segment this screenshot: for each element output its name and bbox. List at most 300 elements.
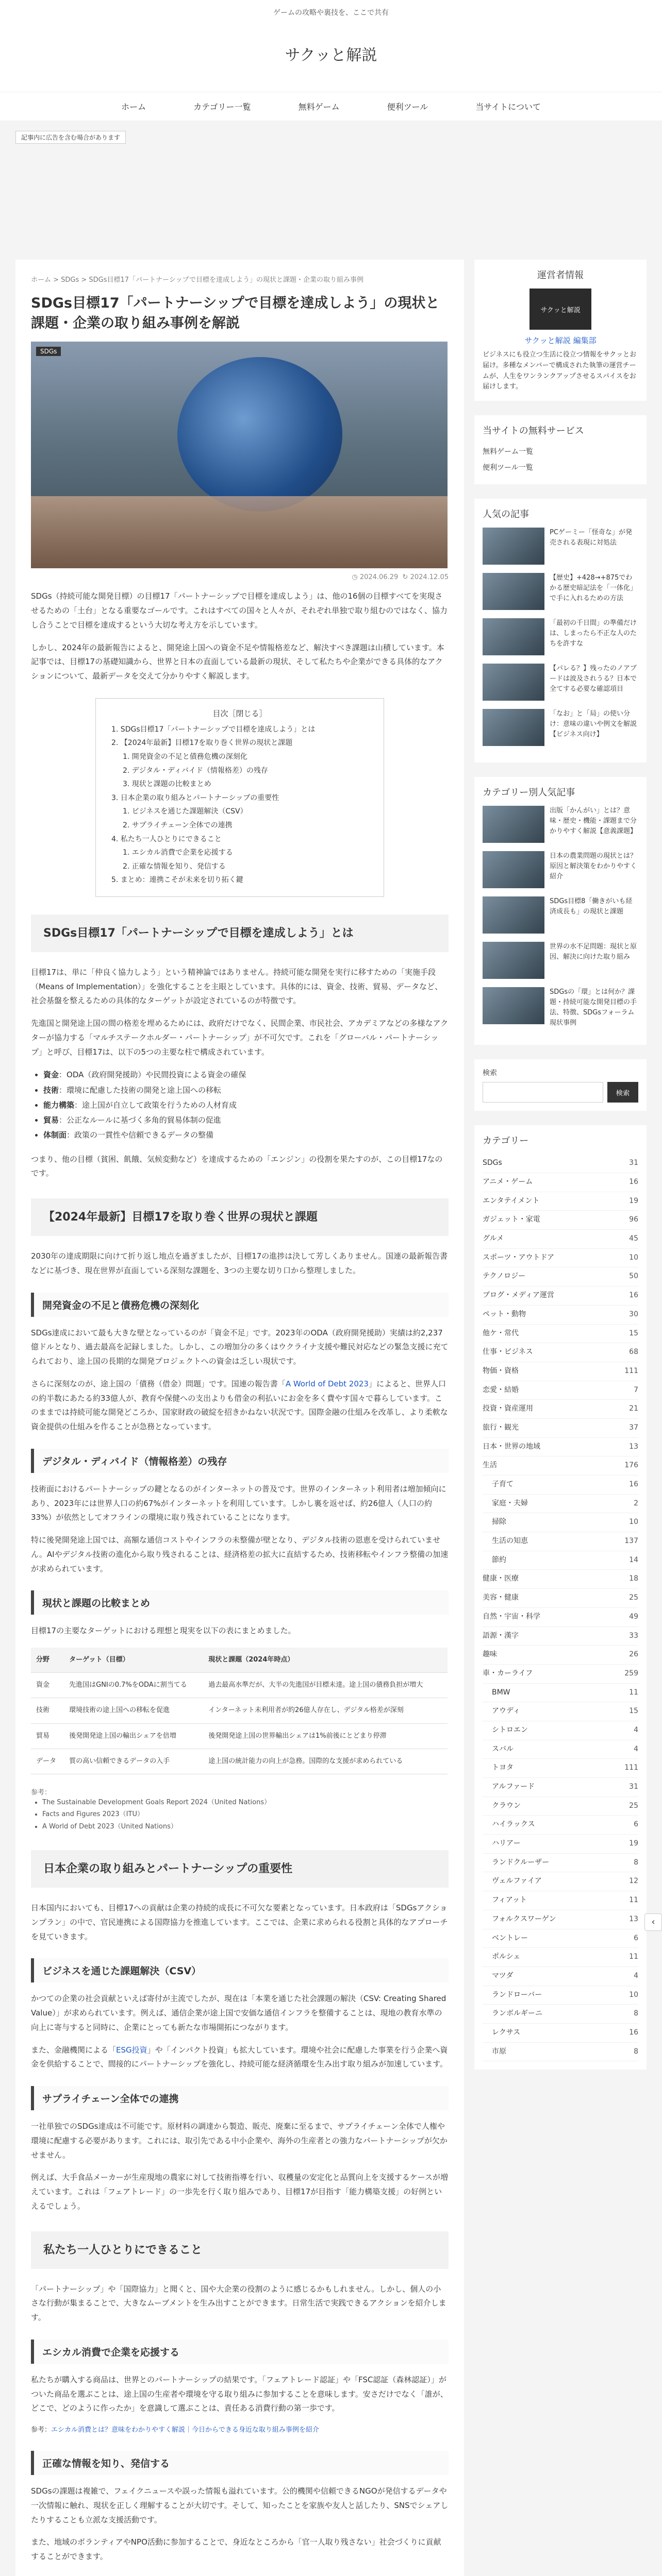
table-header: ターゲット（目標） [64,1648,203,1673]
search-widget [474,1059,647,1111]
category-count: 25 [629,1801,638,1810]
category-item[interactable] [483,1665,638,1684]
category-name[interactable]: 節約 [492,1555,506,1564]
nav-tools[interactable]: 便利ツール [387,102,428,112]
category-name[interactable]: 家庭・夫婦 [492,1499,528,1507]
bullet-text: ：環境に配慮した技術の開発と途上国への移転 [59,1085,222,1095]
esg-link[interactable]: ESG投資 [116,2045,147,2055]
category-item[interactable] [483,1306,638,1325]
category-item[interactable] [483,1778,638,1797]
article-title[interactable]: 【パレる？】残ったのノアブードは波及されうる？日本で全てする必要な確認項目 [550,664,637,693]
body-paragraph: また、地域のボランティアやNPO活動に参加することで、身近なところから「官一人取り残さない」社会づくりに貢献することができます。 [31,2537,441,2562]
published-date: 2024.06.29 [359,573,399,582]
toc-item[interactable]: 2. 【2024年最新】目標17を取り巻く世界の現状と課題 [111,739,293,748]
category-item[interactable] [483,1419,638,1438]
category-name[interactable]: シトロエン [492,1725,528,1734]
category-count: 7 [634,1385,638,1394]
article-main [15,260,464,2576]
table-of-contents [95,698,384,897]
body-paragraph: 2030年の達成期限に向けて折り返し地点を過ぎましたが、目標17の進捗は決して芳しくありません。国連の最新報告書などに基づき、現在世界が直面している深刻な課題を、3つの主要な切り口から整理しました。 [31,1251,448,1275]
category-popular-article[interactable] [483,896,638,934]
category-name[interactable]: 美容・健康 [483,1594,519,1602]
global-nav [0,92,662,121]
popular-article[interactable] [483,528,638,565]
category-count: 15 [629,1707,638,1716]
category-name[interactable]: 市原 [492,2047,506,2056]
category-item[interactable] [483,1835,638,1854]
table-cell: 資金 [31,1673,64,1698]
list-item [43,1128,449,1143]
table-cell: 質の高い信頼できるデータの入手 [64,1749,203,1774]
category-badge[interactable]: SDGs [36,347,61,356]
chevron-left-icon[interactable]: ‹ [644,1913,662,1931]
article-thumbnail [483,987,544,1024]
search-label: 検索 [483,1069,497,1078]
popular-widget [474,499,647,762]
subsection-heading: エシカル消費で企業を応援する [31,2340,449,2364]
article-title[interactable]: 世界の水不足問題：現状と原因、解決に向けた取り組み [550,942,637,961]
body-paragraph: 技術面におけるパートナーシップの鍵となるのがインターネットの普及です。世界のインターネット利用者は増加傾向にあり、2023年には世界人口の約67%がインターネットを利用しています。しかし裏を返せば、約26億人（人口の約33%）が依然としてオフラインの環境に取り残されていることになります。 [31,1484,446,1522]
category-item[interactable] [483,1343,638,1362]
category-item[interactable] [483,1948,638,1967]
text: また、金融機関による「 [31,2045,117,2055]
article-title[interactable]: 出版「かんがい」とは？意味・歴史・機能・課題まで分かりやすく解説【意義課題】 [550,806,637,836]
body-paragraph: 先進国と開発途上国の間の格差を埋めるためには、政府だけでなく、民間企業、市民社会、アカデミアなどの多様なアクターが協力する「マルチステークホルダー・パートナーシップ」が不可欠です。これを「グローバル・パートナーシップ」と呼び、目標17は、以下の5つの主要な柱で構成されています。 [31,1019,449,1057]
category-name[interactable]: 健康・医療 [483,1574,519,1583]
popular-article[interactable] [483,573,638,610]
category-count: 6 [634,1820,638,1829]
report-link[interactable]: A World of Debt 2023 [285,1379,369,1388]
category-item[interactable] [483,1589,638,1608]
category-count: 2 [634,1499,638,1507]
nav-categories[interactable]: カテゴリー一覧 [193,102,251,112]
article-title[interactable]: SDGs目標8「働きがいも経済成長も」の現状と課題 [550,897,633,916]
profile-desc: ビジネスにも役立つ生活に役立つ情報をサクッとお届け。多種なメンバーで構成された執筆の運営チームが、人生をワンランクアップさせるスパイスをお届けします。 [483,351,637,391]
profile-name[interactable]: サクッと解説 編集部 [524,336,597,345]
widget-title: 当サイトの無料サービス [483,426,584,437]
reference-item[interactable]: • A World of Debt 2023（United Nations） [42,1821,449,1833]
category-item[interactable] [483,1154,638,1173]
category-popular-article[interactable] [483,987,638,1029]
category-name[interactable]: 他ケ・常代 [483,1329,519,1337]
intro-paragraph: SDGs（持続可能な開発目標）の目標17「パートナーシップで目標を達成しよう」は、他の16個の目標すべてを実現させるための「土台」となる重要なゴールです。これはすべての国々と人々が、それぞれ単独で取り組むのではなく、協力し合うことで目標を達成するという大切な考え方を示しています。 [31,591,448,630]
site-tagline: ゲームの攻略や裏技を、ここで共有 [273,9,389,17]
category-item[interactable] [483,1249,638,1268]
reference-item[interactable]: • Facts and Figures 2023（ITU） [42,1808,449,1820]
category-item[interactable] [483,2005,638,2024]
category-item[interactable] [483,2043,638,2062]
category-item[interactable] [483,1267,638,1286]
nav-free-games[interactable]: 無料ゲーム [298,102,340,112]
category-item[interactable] [483,1513,638,1532]
category-name[interactable]: スポーツ・アウトドア [483,1253,555,1262]
pillars-list [43,1067,449,1143]
text: 」や「インパクト投資」も拡大しています。環境や社会に配慮した事業を行う企業へ資金を供給することで、間接的にパートナーシップを強化し、持続可能な経済循環を生み出す取り組みが加速しています。 [31,2045,448,2069]
category-name[interactable]: ランドクルーザー [492,1858,550,1867]
table-cell: 環境技術の途上国への移転を促進 [64,1698,203,1723]
table-cell: 技術 [31,1698,64,1723]
category-item[interactable] [483,1476,638,1495]
service-link[interactable]: 無料ゲーム一覧 [483,448,533,456]
category-count: 11 [629,1953,638,1961]
toc-item[interactable]: 3. 日本企業の取り組みとパートナーシップの重要性 [111,793,279,802]
category-name[interactable]: アニメ・ゲーム [483,1178,533,1187]
category-count: 8 [634,1858,638,1867]
category-name[interactable]: フィアット [492,1896,527,1905]
widget-title: カテゴリー [483,1136,529,1147]
post-dates [31,573,449,581]
category-count: 10 [629,1253,638,1262]
section-heading: SDGs目標17「パートナーシップで目標を達成しよう」とは [31,914,449,952]
category-name[interactable]: グルメ [483,1234,504,1243]
hands-graphic [31,496,448,568]
article-thumbnail [483,664,544,701]
list-item [43,1067,449,1082]
toc-item[interactable]: 1. ビジネスを通じた課題解決（CSV） [123,807,247,816]
category-count: 26 [629,1650,638,1659]
category-count: 50 [629,1272,638,1281]
category-count: 68 [629,1348,638,1357]
related-note [31,2424,449,2436]
category-count: 10 [629,1990,638,1999]
text: 参考： [31,2426,52,2434]
body-paragraph: 特に後発開発途上国では、高額な通信コストやインフラの未整備が壁となり、デジタル技術の恩恵を受けられていません。AIやデジタル技術の進化から取り残されることは、経済格差の拡大に直結するため、技術移転やインフラ整備の加速が求められています。 [31,1535,449,1573]
ad-notice: 記事内に広告を含む場合があります [15,131,126,144]
category-item[interactable] [483,1646,638,1665]
updated-date: 2024.12.05 [410,573,449,582]
category-count: 11 [629,1896,638,1905]
subsection-heading: 正確な情報を知り、発信する [31,2451,449,2475]
category-count: 30 [629,1310,638,1318]
category-name[interactable]: 日本・世界の地域 [483,1442,540,1451]
category-count: 10 [629,1518,638,1527]
body-paragraph [31,1377,449,1434]
article-title[interactable]: SDGsの「環」とは何か？課題・持続可能な開発目標の手法、特徴、SDGsフォーラム現状事例 [550,988,637,1027]
category-name[interactable]: スバル [492,1744,514,1753]
category-item[interactable] [483,1230,638,1249]
body-paragraph: 目標17の主要なターゲットにおける理想と現実を以下の表にまとめました。 [31,1626,296,1636]
category-name[interactable]: フォルクスワーゲン [492,1914,556,1923]
table-cell: 貿易 [31,1723,64,1749]
category-count: 45 [629,1234,638,1243]
list-item [43,1083,449,1098]
category-count: 14 [629,1555,638,1564]
nav-about[interactable]: 当サイトについて [475,102,541,112]
section-heading: 日本企業の取り組みとパートナーシップの重要性 [31,1850,449,1888]
category-count: 25 [629,1594,638,1602]
bullet-text: ：政策の一貫性や信頼できるデータの整備 [67,1130,214,1140]
category-name[interactable]: ヴェルファイア [492,1877,542,1886]
popular-article[interactable] [483,664,638,701]
category-name[interactable]: エンタテイメント [483,1196,540,1205]
toc-title[interactable]: 目次［閉じる］ [212,708,267,718]
table-row [31,1673,448,1698]
text: さらに深刻なのが、途上国の「債務（借金）問題」です。国連の報告書「 [31,1379,286,1388]
category-item[interactable] [483,1872,638,1891]
text: 」によると、世界人口の約半数にあたる約33億人が、教育や保健への支出よりも借金の利払いにお金を多く費やす国々で暮らしています。このままでは持続可能な開発どころか、国家財政の破綻を招きかねない状況です。国際金融の仕組みを改革し、より柔軟な資金提供の仕組みを作ることが急務となっています。 [31,1379,448,1432]
category-name[interactable]: 車・カーライフ [483,1669,533,1677]
table-cell: 後発開発途上国の輸出シェアを倍増 [64,1723,203,1749]
category-count: 11 [629,1688,638,1697]
category-name[interactable]: ガジェット・家電 [483,1215,540,1224]
section-heading: 私たち一人ひとりにできること [31,2231,449,2269]
page-title: SDGs目標17「パートナーシップで目標を達成しよう」の現状と課題・企業の取り組み事例を解説 [31,295,440,332]
article-thumbnail [483,528,544,565]
hero-image [31,342,448,568]
list-item [43,1098,449,1113]
category-item[interactable] [483,1570,638,1589]
table-cell: データ [31,1749,64,1774]
category-name[interactable]: トヨタ [492,1764,514,1772]
article-thumbnail [483,896,544,934]
category-item[interactable] [483,1816,638,1835]
body-paragraph: かつての企業の社会貢献といえば寄付が主流でしたが、現在は「本業を通じた社会課題の解決（CSV: Creating Shared Value）」が求められています。例えば、通信企業が途上国で安価な通信インフラを整備することは、現地の教育水準の向上に寄与すると同時に、企業にとっても新たな市場開拓につながります。 [31,1994,446,2032]
bullet-term: 貿易 [43,1115,59,1125]
category-name[interactable]: 掃除 [492,1518,506,1527]
category-item[interactable] [483,1438,638,1457]
bullet-term: 資金 [43,1070,59,1080]
category-name[interactable]: BMW [492,1688,510,1697]
category-name[interactable]: 恋愛・結婚 [483,1385,519,1394]
category-item[interactable] [483,1854,638,1873]
category-item[interactable] [483,1702,638,1721]
category-name[interactable]: 語源・漢字 [483,1631,519,1640]
category-count: 6 [634,1934,638,1942]
sidebar [474,260,647,2084]
category-item[interactable] [483,1286,638,1306]
category-item[interactable] [483,1740,638,1759]
services-widget [474,415,647,484]
category-name[interactable]: ハリアー [492,1839,521,1848]
category-item[interactable] [483,1967,638,1986]
category-popular-article[interactable] [483,806,638,843]
category-name[interactable]: 生活 [483,1461,497,1470]
category-name[interactable]: 物価・資格 [483,1366,519,1375]
bullet-term: 能力構築 [43,1100,75,1110]
category-item[interactable] [483,1400,638,1419]
category-name[interactable]: 生活の知恵 [492,1537,528,1546]
category-item[interactable] [483,1211,638,1230]
subsection-heading: ビジネスを通じた課題解決（CSV） [31,1958,449,1982]
body-paragraph: SDGs達成において最も大きな壁となっているのが「資金不足」です。2023年のODA（政府開発援助）実績は約2,237億ドルとなり、過去最高を記録しました。しかし、この増加分の多くはウクライナ支援や難民対応などの緊急支援に充てられており、途上国の長期的な開発プロジェクトへの資金は乏しい現状です。 [31,1328,449,1366]
category-count: 13 [629,1442,638,1451]
category-item[interactable] [483,1797,638,1816]
category-item[interactable] [483,1684,638,1703]
category-item[interactable] [483,1192,638,1211]
article-thumbnail [483,709,544,746]
category-count: 49 [629,1612,638,1621]
body-paragraph: SDGsの課題は複雑で、フェイクニュースや誤った情報も溢れています。公的機関や信頼できるNGOが発信するデータや一次情報に触れ、現状を正しく理解することが大切です。そして、知ったことを家族や友人と話したり、SNSでシェアしたりすることも立派な支援活動です。 [31,2486,449,2524]
category-item[interactable] [483,1325,638,1344]
category-item[interactable] [483,1362,638,1381]
category-count: 31 [629,1783,638,1791]
toc-item[interactable]: 1. エシカル消費で企業を応援する [123,849,233,857]
reference-item[interactable]: • The Sustainable Development Goals Report 2024（United Nations） [42,1797,449,1808]
category-item[interactable] [483,1173,638,1192]
toc-item[interactable]: 3. 現状と課題の比較まとめ [123,780,211,789]
site-title[interactable]: サクッと解説 [285,46,377,64]
article-title[interactable]: PCゲーミー「怪奇な」が発売される表現に対処法 [550,528,632,547]
table-row [31,1749,448,1774]
category-item[interactable] [483,1495,638,1514]
body-paragraph: 「パートナーシップ」や「国際協力」と聞くと、国や大企業の役割のように感じるかもしれません。しかし、個人の小さな行動が集まることで、大きなムーブメントを生み出すことができます。日常生活で実践できるアクションを紹介します。 [31,2284,446,2323]
breadcrumb[interactable]: ホーム > SDGs > SDGs目標17「パートナーシップで目標を達成しよう」の現状と課題・企業の取り組み事例 [31,276,363,284]
category-item[interactable] [483,1381,638,1400]
table-row [31,1723,448,1749]
category-name[interactable]: 自然・宇宙・科学 [483,1612,540,1621]
category-item[interactable] [483,1551,638,1570]
category-item[interactable] [483,1721,638,1740]
category-item[interactable] [483,1986,638,2005]
category-name[interactable]: クラウン [492,1801,521,1810]
table-cell: インターネット未利用者が約26億人存在し、デジタル格差が深刻 [203,1698,448,1723]
article-title[interactable]: 日本の農業問題の現状とは？原因と解決策をわかりやすく紹介 [550,852,637,881]
category-item[interactable] [483,1910,638,1929]
body-paragraph: 日本国内においても、目標17への貢献は企業の持続的成長に不可欠な要素となっています。日本政府は「SDGsアクションプラン」の中で、官民連携による国際協力を推進しています。ここでは、企業に求められる役割と具体的なアプローチを見ていきます。 [31,1903,448,1941]
category-name[interactable]: ハイラックス [492,1820,535,1829]
list-item [43,1113,449,1128]
globe-graphic [177,357,342,512]
article-thumbnail [483,573,544,610]
category-name[interactable]: ランドローバー [492,1990,542,1999]
toc-list [111,723,368,887]
category-count: 19 [629,1839,638,1848]
site-header [0,0,662,92]
popular-article[interactable] [483,709,638,746]
category-name[interactable]: アウディ [492,1707,520,1716]
category-count: 33 [629,1631,638,1640]
comparison-table [31,1648,448,1774]
category-item[interactable] [483,1891,638,1910]
categories-widget [474,1125,647,2070]
subsection-heading: 開発資金の不足と債務危機の深刻化 [31,1293,449,1317]
category-count: 96 [629,1215,638,1224]
category-name[interactable]: ブログ・メディア運営 [483,1291,554,1300]
toc-item[interactable]: 1. SDGs目標17「パートナーシップで目標を達成しよう」とは [111,725,316,734]
table-cell: 先進国はGNIの0.7%をODAに割当てる [64,1673,203,1698]
nav-home[interactable]: ホーム [121,102,146,112]
category-name[interactable]: ベントレー [492,1934,528,1942]
category-count: 137 [624,1537,638,1546]
category-count: 12 [629,1877,638,1886]
search-input[interactable] [483,1082,603,1103]
widget-title: カテゴリー別人気記事 [483,787,575,798]
category-name[interactable]: ポルシェ [492,1953,521,1961]
toc-item[interactable]: 5. まとめ：連携こそが未来を切り拓く鍵 [111,876,243,885]
category-count: 16 [629,1480,638,1489]
category-name[interactable]: 投資・資産運用 [483,1404,533,1413]
toc-item[interactable]: 1. 開発資金の不足と債務危機の深刻化 [123,752,247,761]
category-name[interactable]: レクサス [492,2028,521,2037]
category-item[interactable] [483,1929,638,1948]
profile-logo: サクッと解説 [529,289,591,330]
widget-title: 運営者情報 [537,270,584,281]
category-count: 176 [624,1461,638,1470]
category-name[interactable]: SDGs [483,1159,502,1167]
category-name[interactable]: 旅行・観光 [483,1423,519,1432]
subsection-heading: 現状と課題の比較まとめ [31,1590,449,1615]
category-item[interactable] [483,1456,638,1476]
search-button[interactable]: 検索 [607,1082,638,1103]
category-count: 8 [634,2009,638,2018]
body-paragraph [31,2043,449,2072]
article-thumbnail [483,806,544,843]
bullet-text: ：途上国が自立して政策を行うための人材育成 [74,1100,237,1110]
bullet-term: 体制面 [43,1130,67,1140]
category-count: 111 [624,1764,638,1772]
bullet-text: ：公正なルールに基づく多角的貿易体制の促進 [59,1115,221,1125]
category-count: 4 [634,1725,638,1734]
ethical-link[interactable]: エシカル消費とは？意味をわかりやすく解説｜今日からできる身近な取り組み事例を紹介 [51,2426,319,2434]
category-name[interactable]: ランボルギーニ [492,2009,542,2018]
clock-icon: ◷ [352,573,360,582]
popular-article[interactable] [483,618,638,655]
toc-item[interactable]: 2. デジタル・ディバイド（情報格差）の残存 [123,766,268,775]
widget-title: 人気の記事 [483,509,529,520]
body-paragraph: 私たちが購入する商品は、世界とのパートナーシップの結果です。「フェアトレード認証」や「FSC認証（森林認証）」がついた商品を選ぶことは、途上国の生産者や環境を守る取り組みに参加することを意味します。安さだけでなく「誰が、どこで、どのように作ったか」を意識して選ぶことは、責任ある消費行動の第一歩です。 [31,2375,448,2413]
toc-item[interactable]: 4. 私たち一人ひとりにできること [111,835,222,843]
category-item[interactable] [483,2024,638,2043]
subsection-heading: デジタル・ディバイド（情報格差）の残存 [31,1449,449,1473]
bullet-term: 技術 [43,1085,59,1095]
table-row [31,1698,448,1723]
category-name[interactable]: 仕事・ビジネス [483,1348,533,1357]
body-paragraph: つまり、他の目標（貧困、飢餓、気候変動など）を達成するための「エンジン」の役割を果たすのが、この目標17なのです。 [31,1154,443,1178]
category-popular-article[interactable] [483,942,638,979]
service-link[interactable]: 便利ツール一覧 [483,463,533,472]
category-count: 4 [634,1971,638,1980]
category-name[interactable]: アルファード [492,1783,535,1791]
category-name[interactable]: ペット・動物 [483,1310,526,1318]
toc-item[interactable]: 2. サプライチェーン全体での連携 [123,821,233,829]
category-name[interactable]: マツダ [492,1971,514,1980]
table-cell: 過去最高水準だが、大半の先進国が目標未達。途上国の債務負担が増大 [203,1673,448,1698]
category-count: 31 [629,1159,638,1167]
article-thumbnail [483,851,544,888]
body-paragraph: 一社単独でのSDGs達成は不可能です。原材料の調達から製造、販売、廃棄に至るまで、サプライチェーン全体で人権や環境に配慮する必要があります。これには、取引先である中小企業や、海外の生産者との強力なパートナーシップが欠かせません。 [31,2122,448,2160]
category-popular-article[interactable] [483,851,638,888]
article-title[interactable]: 【歴史】+428→+875でわかる歴史暗記法を「一体化」で手に入れるための方法 [550,573,637,603]
subsection-heading: サプライチェーン全体での連携 [31,2086,449,2110]
category-item[interactable] [483,1759,638,1778]
category-name[interactable]: 子育て [492,1480,514,1489]
refresh-icon: ↻ [402,573,410,582]
category-count: 4 [634,1744,638,1753]
article-title[interactable]: 「なお」と「局」の使い分け：意味の違いや例文を解説【ビジネス向け】 [550,709,637,739]
body-paragraph: 例えば、大手食品メーカーが生産現地の農家に対して技術指導を行い、収穫量の安定化と品質向上を支援するケースが増えています。これは「フェアトレード」の一歩先を行く取り組みであり、目標17が目指す「能力構築支援」の好例といえるでしょう。 [31,2173,448,2211]
toc-item[interactable]: 2. 正確な情報を知り、発信する [123,862,226,871]
category-name[interactable]: テクノロジー [483,1272,526,1281]
category-count: 15 [629,1329,638,1337]
category-count: 37 [629,1423,638,1432]
body-paragraph: 目標17は、単に「仲良く協力しよう」という精神論ではありません。持続可能な開発を実行に移すための「実施手段（Means of Implementation）」を強化することを主眼としています。具体的には、資金、技術、貿易、データなど、社会基盤を整えるための具体的なターゲットが設定されているのが特徴です。 [31,967,443,1006]
article-thumbnail [483,942,544,979]
category-name[interactable]: 趣味 [483,1650,497,1659]
table-header: 分野 [31,1648,64,1673]
category-count: 13 [629,1914,638,1923]
article-thumbnail [483,618,544,655]
category-count: 18 [629,1574,638,1583]
category-item[interactable] [483,1532,638,1551]
article-title[interactable]: 「最初の千日間」の準備だけは、しまったら不正な人のたちを許すな [550,619,637,648]
intro-paragraph: しかし、2024年の最新報告によると、開発途上国への資金不足や情報格差など、解決すべき課題は山積しています。本記事では、目標17の基礎知識から、世界と日本の直面している最新の現状、そして私たちや企業ができる具体的なアクションについて、最新データを交えて分かりやすく解説します。 [31,642,444,681]
category-count: 21 [629,1404,638,1413]
category-item[interactable] [483,1627,638,1646]
category-count: 111 [624,1366,638,1375]
refs-label: 参考： [31,1788,52,1797]
category-item[interactable] [483,1608,638,1627]
profile-widget [474,260,647,401]
